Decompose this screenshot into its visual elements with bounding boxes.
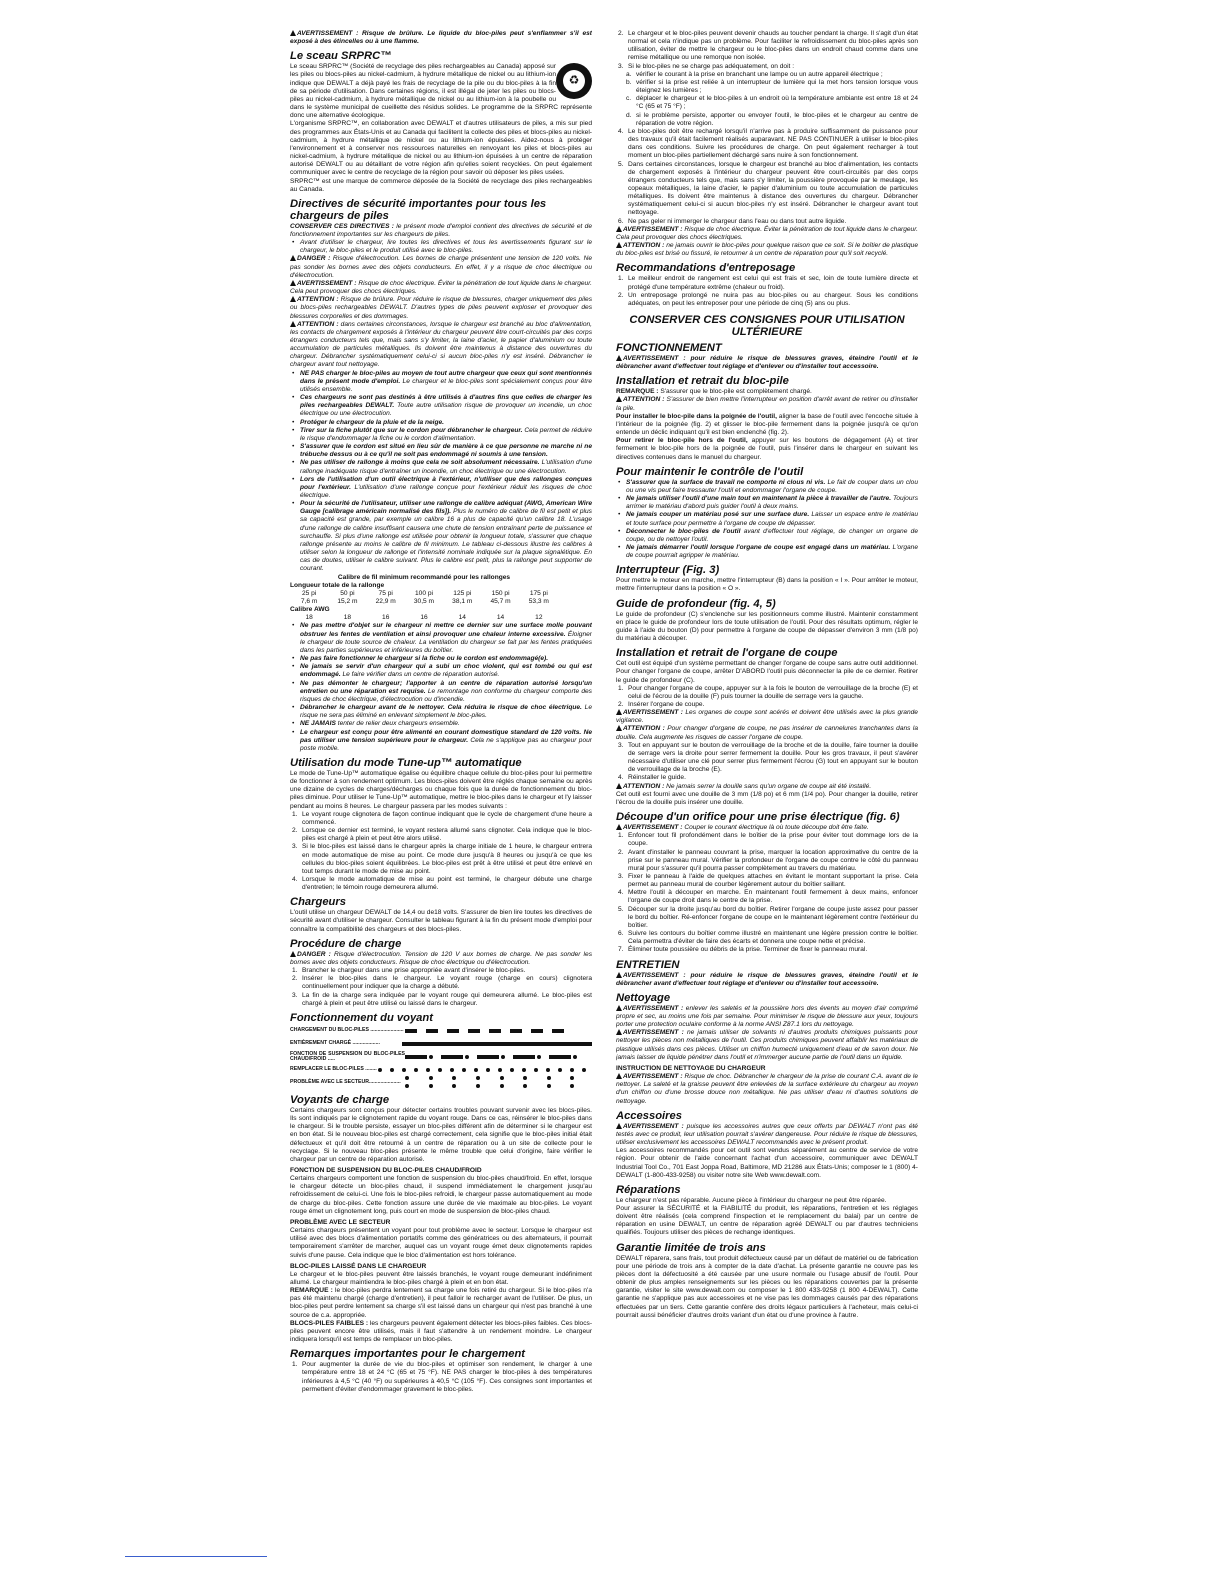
- list-item: 2. Le chargeur et le bloc-piles peuvent devenir chauds au toucher pendant la charge. Il s'agit d'un état normal et cela n'indique pas un problème. Pour faciliter le refroidissement du bloc-piles après son utilisation, éviter de mettre le chargeur ou le bloc-piles dans un endroit chaud comme dans une remise métallique ou une remorque non isolée.: [618, 30, 918, 62]
- right-column: [616, 30, 918, 1560]
- gauge-length-label: Longueur totale de la rallonge: [290, 581, 385, 589]
- led-row-charged: ENTIÈREMENT CHARGÉ ...................: [290, 1038, 592, 1051]
- keep-directives: CONSERVER CES DIRECTIVES : le présent mode d'emploi contient des directives de sécurité et de fonctionnement importantes sur les chargeurs de piles.: [290, 222, 592, 238]
- list-item: 3. La fin de la charge sera indiquée par le voyant rouge qui demeurera allumé. Le bloc-piles est chargé à plein et peut être utilisé ou laissé dans le chargeur.: [292, 991, 592, 1007]
- list-item: 7. Éliminer toute poussière ou débris de la prise. Terminer de fixer le panneau mural.: [618, 946, 868, 954]
- warning-triangle-icon: [616, 824, 622, 830]
- list-item: 2. Insérer le bloc-piles dans le chargeur. Le voyant rouge (charge en cours) clignotera continuellement pour indiquer que la charge a débuté.: [292, 975, 592, 991]
- list-item: 4. Réinstaller le guide.: [618, 774, 686, 782]
- hot-cold-heading: FONCTION DE SUSPENSION DU BLOC-PILES CHAUD/FROID: [290, 1166, 482, 1174]
- power-off-warning: AVERTISSEMENT : Couper le courant électrique là où toute découpe doit être faite.: [616, 824, 918, 832]
- read-before-use: • Avant d'utiliser le chargeur, lire toutes les directives et tous les avertissements figurant sur le chargeur, le bloc-piles et le produit utilisé avec le bloc-piles.: [290, 239, 592, 255]
- chargers-heading: Chargeurs: [290, 896, 346, 909]
- warning-triangle-icon: [290, 951, 296, 957]
- list-item: 1. Enfoncer tout fil profondément dans le boîtier de la prise pour éviter tout dommage lors de la coupe.: [618, 832, 918, 848]
- outlet-cutout-heading: Découpe d'un orifice pour une prise électrique (fig. 6): [616, 811, 900, 824]
- warning-triangle-icon: [616, 1073, 622, 1079]
- safety-bullet: • Débrancher le chargeur avant de le nettoyer. Cela réduira le risque de choc électrique. Le risque ne sera pas éliminé en enlevant simplement le bloc-piles.: [290, 704, 592, 720]
- led-row-line-problem: PROBLÈME AVEC LE SECTEUR......................: [290, 1077, 592, 1090]
- left-in-charger-paragraph: Le chargeur et le bloc-piles peuvent être laissés branchés, le voyant rouge demeurant indéfiniment allumé. Le chargeur maintiendra le bloc-piles chargé à plein et en bon état.: [290, 1270, 592, 1286]
- flute-caution: ATTENTION : Pour changer d'organe de coupe, ne pas insérer de cannelures tranchantes dans la douille. Cela augmente les risques de casser l'organe de coupe.: [616, 725, 918, 741]
- warning-triangle-icon: [290, 30, 296, 36]
- caution-open-pack: ATTENTION : ne jamais ouvrir le bloc-piles pour quelque raison que ce soit. Si le boîtier de plastique du bloc-piles est brisé ou fissuré, le retourner à un centre de réparation pour qu'il soit recyclé.: [616, 242, 918, 258]
- safety-bullet: • Le chargeur est conçu pour être alimenté en courant domestique standard de 120 volts. Ne pas utiliser une tension supérieure pour le chargeur. Cela ne s'applique pas au chargeur pour poste mobile.: [290, 729, 592, 753]
- safety-directives-heading: Directives de sécurité importantes pour tous les chargeurs de piles: [290, 197, 547, 222]
- control-bullet: • Ne jamais démarrer l'outil lorsque l'organe de coupe est engagé dans un matériau. L'organe de coupe pourrait agripper le matériau.: [616, 544, 918, 560]
- list-item: 1. Brancher le chargeur dans une prise appropriée avant d'insérer le bloc-piles.: [292, 967, 526, 975]
- line-problem-heading: PROBLÈME AVEC LE SECTEUR: [290, 1218, 391, 1226]
- safety-bullet: • Ne pas démonter le chargeur; l'apporter à un centre de réparation autorisé lorsqu'un entretien ou une réparation est requise. Le remontage non conforme du chargeur comporte des risques de choc électrique, d'électrocution ou d'incendie.: [290, 680, 592, 704]
- gauge-table-caption: Calibre de fil minimum recommandé pour les rallonges: [337, 573, 511, 581]
- note-paragraph: REMARQUE : le bloc-piles perdra lentement sa charge une fois retiré du chargeur. Si le bloc-piles n'a pas été maintenu chargé (charge d'entretien), il peut falloir le recharger avant de l'utiliser. De plus, un bloc-piles peut perdre lentement sa charge s'il est laissé dans un chargeur qui n'est pas branché à une source de c.a. appropriée.: [290, 1287, 592, 1319]
- charge-indicators-heading: Voyants de charge: [290, 1093, 390, 1106]
- repairs-paragraph-1: Le chargeur n'est pas réparable. Aucune pièce à l'intérieur du chargeur ne peut être réparée.: [616, 1196, 887, 1204]
- safety-bullet: • S'assurer que le cordon est situé en lieu sûr de manière à ce que personne ne marche ni ne trébuche dessus ou à ce qu'il ne soit pas endommagé ni soumis à une tension.: [290, 443, 592, 459]
- list-item: 4. Lorsque le mode automatique de mise au point est terminé, le chargeur débute une charge d'entretien; le témoin rouge demeurera allumé.: [292, 876, 592, 892]
- warning-triangle-icon: [290, 255, 296, 261]
- footer-rule: [125, 1556, 267, 1557]
- save-instructions-heading: CONSERVER CES CONSIGNES POUR UTILISATION ULTÉRIEURE: [629, 314, 905, 338]
- left-column: [290, 30, 592, 1560]
- switch-paragraph: Pour mettre le moteur en marche, mettre l'interrupteur (B) dans la position « I ». Pour arrêter le moteur, mettre l'interrupteur dans la position « O ».: [616, 577, 918, 593]
- warranty-heading: Garantie limitée de trois ans: [616, 1241, 766, 1254]
- repairs-heading: Réparations: [616, 1183, 681, 1196]
- operation-heading: FONCTIONNEMENT: [616, 342, 722, 354]
- warning-triangle-icon: [616, 355, 622, 361]
- list-item: 4. Le bloc-piles doit être rechargé lorsqu'il n'arrive pas à produire suffisamment de puissance pour des travaux qu'il était facilement réalisés auparavant. NE PAS CONTINUER à utiliser le bloc-piles dans ces conditions. Suivre les procédures de charge. On peut également recharger à tout moment un bloc-piles partiellement déchargé sans nuire à son fonctionnement.: [618, 127, 918, 160]
- warning-triangle-icon: [290, 280, 296, 286]
- list-item: 1. Pour changer l'organe de coupe, appuyer sur à la fois le bouton de verrouillage de la broche (E) et celui de l'écrou de la douille (F) puis tourner la douille de serrage vers la gauche.: [618, 684, 918, 700]
- shock-warning: AVERTISSEMENT : Risque de choc électrique. Éviter la pénétration de tout liquide dans le chargeur. Cela peut provoquer des chocs électriques.: [290, 279, 592, 296]
- tune-up-paragraph: Le mode de Tune-Up™ automatique égalise ou équilibre chaque cellule du bloc-piles pour lui permettre de fonctionner à son rendement optimum. Les blocs-piles doivent être réglés chaque semaine ou après une dizaine de cycles de charges/décharges ou chaque fois que la durée de fonctionnement du bloc-piles diminue. Pour utiliser le Tune-Up™ automatique, mettre le bloc-piles dans le chargeur et l'y laisser pendant au moins 8 heures. Le chargeur passera par les modes suivants :: [290, 769, 592, 810]
- tool-control-heading: Pour maintenir le contrôle de l'outil: [616, 465, 804, 478]
- warranty-paragraph: DEWALT réparera, sans frais, tout produit défectueux causé par un défaut de matériel ou de fabrication pour une période de trois ans à compter de la date d'achat. La présente garantie ne couvre pas les pièces dont la défectuosité a été causée par une usure normale ou l'usage abusif de l'outil. Pour obtenir de plus amples renseignements sur les pièces ou les réparations couvertes par la présente garantie, visiter le site www.dewalt.com ou composer le 1 800 433-9258 (1 800 4-DEWALT). Cette garantie ne s'applique pas aux accessoires et ne vise pas les dommages causés par des réparations effectuées par un tiers. Cette garantie confère des droits légaux particuliers à l'acheteur, mais celui-ci pourrait aussi bénéficier d'autres droits variant d'un état ou d'une province à l'autre.: [616, 1254, 918, 1319]
- list-item: d. si le problème persiste, apporter ou envoyer l'outil, le bloc-piles et le chargeur au centre de réparation de votre région.: [626, 111, 918, 127]
- warning-triangle-icon: [616, 725, 622, 731]
- led-row-charging: CHARGEMENT DU BLOC-PILES .......................: [290, 1025, 592, 1038]
- battery-install-heading: Installation et retrait du bloc-pile: [616, 375, 789, 388]
- line-problem-paragraph: Certains chargeurs présentent un voyant pour tout problème avec le secteur. Lorsque le chargeur est utilisé avec des blocs d'alimentation portatifs comme des génératrices ou des alternateurs, il pourrait temporairement s'arrêter de marcher, auquel cas un voyant rouge émet deux clignotements rapides suivis d'une pause. Cela indique que le bloc d'alimentation est hors tolérance.: [290, 1227, 592, 1259]
- gauge-row-awg: 18 18 16 16 14 14 12: [305, 614, 543, 622]
- cleaning-warning-2: AVERTISSEMENT : ne jamais utiliser de solvants ni d'autres produits chimiques puissants pour nettoyer les pièces non métalliques de l'outil. Ces produits chimiques peuvent affaiblir les matériaux de plastique utilisés dans ces pièces. Utiliser un chiffon humecté uniquement d'eau et de savon doux. Ne jamais laisser de liquide pénétrer dans l'outil et n'immerger aucune partie de l'outil dans un liquide.: [616, 1029, 918, 1061]
- srprc-paragraph-3: SRPRC™ est une marque de commerce déposée de la Société de recyclage des piles rechargeables au Canada.: [290, 177, 592, 193]
- battery-note: REMARQUE : S'assurer que le bloc-pile est complètement chargé.: [616, 388, 812, 396]
- gauge-row-meters: 7,6 m 15,2 m 22,9 m 30,5 m 38,1 m 45,7 m 53,3 m: [300, 598, 549, 605]
- cutter-install-paragraph: Cet outil est équipé d'un système permettant de changer l'organe de coupe sans autre outil additionnel. Pour changer l'organe de coupe, arrêter D'ABORD l'outil puis déconnecter la pile de ce dernier. Retirer le guide de profondeur (C).: [616, 660, 918, 684]
- indicator-heading: Fonctionnement du voyant: [290, 1011, 433, 1024]
- recycle-seal-icon: ♻: [556, 63, 592, 99]
- depth-guide-heading: Guide de profondeur (fig. 4, 5): [616, 597, 776, 610]
- cleaning-warning-1: AVERTISSEMENT : enlever les saletés et la poussière hors des évents au moyen d'air comprimé propre et sec, au moins une fois par semaine. Pour minimiser le risque de blessure aux yeux, toujours porter une protection oculaire conforme à la norme ANSI Z87.1 lors du nettoyage.: [616, 1004, 918, 1029]
- safety-bullet: • Ces chargeurs ne sont pas destinés à être utilisés à d'autres fins que celles de charger les piles rechargeables DEWALT. Toute autre utilisation risque de provoquer un incendie, un choc électrique ou une électrocution.: [290, 394, 592, 418]
- control-bullet: • Déconnecter le bloc-piles de l'outil avant d'effectuer tout réglage, de changer un organe de coupe, ou de nettoyer l'outil.: [616, 528, 918, 544]
- safety-bullet: • NE PAS charger le bloc-piles au moyen de tout autre chargeur que ceux qui sont mentionnés dans le présent mode d'emploi. Le chargeur et le bloc-piles sont spécialement conçus pour être utilisés ensemble.: [290, 370, 592, 394]
- list-item: 2. Un entreposage prolongé ne nuira pas au bloc-piles ou au chargeur. Sous les conditions adéquates, on peut les entreposer pour une période de cinq (5) ans ou plus.: [618, 291, 918, 307]
- remove-paragraph: Pour retirer le bloc-pile hors de l'outil, appuyer sur les boutons de dégagement (A) et tirer fermement le bloc-pile hors de la poignée de l'outil, puis l'insérer dans le chargeur en suivant les directives contenues dans le manuel du chargeur.: [616, 437, 918, 461]
- caution-contacts: ATTENTION : dans certaines circonstances, lorsque le chargeur est branché au bloc d'alimentation, les contacts de chargement exposés à l'intérieur du chargeur peuvent être court-circuités par des corps étrangers conducteurs tels que, mais sans s'y limiter, la laine d'acier, le papier d'aluminium ou toute accumulation de particules métalliques. Ils doivent être maintenus à distance des ouvertures du chargeur. Débrancher systématiquement celui-ci si aucun bloc-piles n'y est inséré. Débrancher le chargeur avant tout nettoyage.: [290, 320, 592, 369]
- warning-triangle-icon: [616, 242, 622, 248]
- chargers-paragraph: L'outil utilise un chargeur DEWALT de 14,4 ou de18 volts. S'assurer de bien lire toutes les directives de sécurité avant d'utiliser le chargeur. Consulter le tableau figurant à la fin du présent mode d'emploi pour connaître la compatibilité des chargeurs et des blocs-piles.: [290, 909, 592, 933]
- list-item: 4. Mettre l'outil à découper en marche. En maintenant l'outil fermement à deux mains, enfoncer l'organe de coupe droit dans le centre de la prise.: [618, 889, 918, 905]
- list-item: 3. Si le bloc-piles est laissé dans le chargeur après la charge initiale de 1 heure, le chargeur entrera en mode automatique de mise au point. Ce mode dure jusqu'à 8 heures ou jusqu'à ce que les cellules du bloc-piles soient équilibrées. Le bloc-piles est prêt à être utilisé et peut être enlevé en tout temps durant le mode de mise au point.: [292, 843, 592, 875]
- list-item: 6. Suivre les contours du boîtier comme illustré en maintenant une légère pression contre le boîtier. Cela permettra d'éviter de faire des écarts et donnera une coupe nette et précise.: [618, 930, 918, 946]
- list-item: 2. Avant d'installer le panneau couvrant la prise, marquer la location approximative du centre de la prise sur le panneau mural. Vérifier la profondeur de l'organe de coupe contre le côté du panneau mural pour s'assurer qu'il pourra passer complètement au travers du matériau.: [618, 848, 918, 872]
- list-item: 1. Pour augmenter la durée de vie du bloc-piles et optimiser son rendement, le charger à une température entre 18 et 24 °C (65 et 75 °F). NE PAS charger le bloc-piles à des températures inférieures à 4,5 °C (40 °F) ou supérieures à 40,5 °C (105 °F). Ces consignes sont importantes et permettent d'éviter d'endommager gravement le bloc-piles.: [292, 1361, 592, 1393]
- sharp-cutter-warning: AVERTISSEMENT : Les organes de coupe sont acérés et doivent être utilisés avec la plus grande vigilance.: [616, 709, 918, 725]
- warning-triangle-icon: [616, 1005, 622, 1011]
- warning-triangle-icon: [616, 1029, 622, 1035]
- list-item: 3. Tout en appuyant sur le bouton de verrouillage de la broche et de la douille, faire tourner la douille de serrage vers la droite pour serrer fermement la douille. Pour les gros travaux, il peut s'avérer nécessaire d'utiliser une clé pour serrer plus fermement l'écrou (G) tout en appuyant sur le bouton de verrouillage de la broche (E).: [618, 741, 918, 774]
- collet-paragraph: Cet outil est fourni avec une douille de 3 mm (1/8 po) et 6 mm (1/4 po). Pour changer la douille, retirer l'écrou de la douille puis insérer une douille.: [616, 790, 918, 806]
- list-item: 1. Le voyant rouge clignotera de façon continue indiquant que le cycle de chargement d'une heure a commencé.: [292, 810, 592, 826]
- control-bullet: • Ne jamais couper un matériau posé sur une surface dure. Laisser un espace entre le matériau et toute surface pour permettre à l'organe de coupe de dépasser.: [616, 511, 918, 527]
- warning-triangle-icon: [290, 321, 296, 327]
- operation-warning: AVERTISSEMENT : pour réduire le risque de blessures graves, éteindre l'outil et le débrancher avant d'effectuer tout réglage et d'enlever ou d'installer tout accessoire.: [616, 355, 918, 371]
- charger-cleaning-heading: INSTRUCTION DE NETTOYAGE DU CHARGEUR: [616, 1064, 766, 1072]
- list-item: 3. Si le bloc-piles ne se charge pas adéquatement, on doit :: [618, 62, 795, 70]
- danger-warning: DANGER : Risque d'électrocution. Les bornes de charge présentent une tension de 120 volts. Ne pas sonder les bornes avec des objets conducteurs. En effet, il y a risque de choc électrique ou d'électrocution.: [290, 255, 592, 279]
- left-in-charger-heading: BLOC-PILES LAISSÉ DANS LE CHARGEUR: [290, 1262, 427, 1270]
- accessories-heading: Accessoires: [616, 1109, 682, 1122]
- warning-triangle-icon: [290, 296, 296, 302]
- tune-up-heading: Utilisation du mode Tune-up™ automatique: [290, 756, 522, 769]
- safety-bullet: • Ne pas utiliser de rallonge à moins que cela ne soit absolument nécessaire. L'utilisation d'une rallonge inadéquate risque d'entraîner un incendie, un choc électrique ou une électrocution.: [290, 459, 592, 475]
- list-item: b. vérifier si la prise est reliée à un interrupteur de lumière qui la met hors tension lorsque vous éteignez les lumières ;: [626, 78, 918, 95]
- cutter-install-heading: Installation et retrait de l'organe de coupe: [616, 647, 838, 660]
- switch-heading: Interrupteur (Fig. 3): [616, 564, 720, 577]
- weak-packs-paragraph: BLOCS-PILES FAIBLES : les chargeurs peuvent également détecter les blocs-piles faibles. Ces blocs-piles peuvent encore être utilisés, mais il faut s'attendre à un rendement moindre. Le chargeur indiquera lorsqu'il est temps de remplacer un bloc-piles.: [290, 1319, 592, 1344]
- safety-bullet: • Pour la sécurité de l'utilisateur, utiliser une rallonge de calibre adéquat (AWG, American Wire Gauge [calibrage américain normalisé des fils]). Plus le numéro de calibre de fil est petit et plus sa capacité est grande, par exemple un calibre 16 a plus de capacité qu'un calibre 18. L'usage d'une rallonge de calibre insuffisant causera une chute de tension entraînant perte de puissance et surchauffe. Si plus d'une rallonge est utilisée pour obtenir la longueur totale, s'assurer que chaque rallonge présente au moins le calibre de fil minimum. Le tableau ci-dessous illustre les calibres à utiliser selon la longueur de rallonge et l'intensité nominale indiquée sur la plaque signalétique. En cas de doutes, utiliser le calibre suivant. Plus le calibre est petit, plus la rallonge peut supporter de courant.: [290, 500, 592, 573]
- led-row-hot-cold: FONCTION DE SUSPENSION DU BLOC-PILES CHAUD/FROID .....: [290, 1051, 592, 1064]
- list-item: c. déplacer le chargeur et le bloc-piles à un endroit où la température ambiante est entre 18 et 24 °C (65 et 75 °F) ;: [626, 95, 918, 111]
- safety-bullet: • Ne jamais se servir d'un chargeur qui a subi un choc violent, qui est tombé ou qui est endommagé. Le faire vérifier dans un centre de réparation autorisé.: [290, 663, 592, 679]
- list-item: 1. Le meilleur endroit de rangement est celui qui est frais et sec, loin de toute lumière directe et protégé d'une température extrême (chaleur ou froid).: [618, 275, 918, 291]
- control-bullet: • S'assurer que la surface de travail ne comporte ni clous ni vis. Le fait de couper dans un clou ou une vis peut faire tressauter l'outil et endommager l'organe de coupe.: [616, 479, 918, 495]
- maintenance-heading: ENTRETIEN: [616, 958, 680, 971]
- storage-heading: Recommandations d'entreposage: [616, 262, 796, 275]
- led-row-replace: REMPLACER LE BLOC-PILES ........: [290, 1064, 592, 1077]
- warning-triangle-icon: [616, 783, 622, 789]
- charger-cleaning-warning: AVERTISSEMENT : Risque de choc. Débrancher le chargeur de la prise de courant C.A. avant de le nettoyer. La saleté et la graisse peuvent être enlevées de la surface extérieure du chargeur au moyen d'un chiffon ou d'une brosse douce non métallique. Ne pas utiliser d'eau ni d'autres solutions de nettoyage.: [616, 1073, 918, 1105]
- gauge-row-feet: 25 pi 50 pi 75 pi 100 pi 125 pi 150 pi 175 pi: [301, 589, 548, 597]
- list-item: 5. Dans certaines circonstances, lorsque le chargeur est branché au bloc d'alimentation, les contacts de chargement exposés à l'intérieur du chargeur peuvent être court-circuités par des corps étrangers conducteurs tels que, mais sans s'y limiter, la poussière provoquée par le meulage, les copeaux métalliques, la laine d'acier, le papier d'aluminium ou toute accumulation de particules métalliques. Ils doivent être maintenus à distance des ouvertures du chargeur. Débrancher systématiquement celui-ci si aucun bloc-piles n'y est inséré. Débrancher le chargeur avant tout nettoyage.: [618, 160, 918, 217]
- accessories-paragraph: Les accessoires recommandés pour cet outil sont vendus séparément au centre de service de votre région. Pour obtenir de l'aide concernant l'achat d'un accessoire, communiquer avec DEWALT Industrial Tool Co., 701 East Joppa Road, Baltimore, MD 21286 aux États-Unis; composer le 1 (800) 4-DEWALT (1-800-433-9258) ou visiter notre site Web www.dewalt.com.: [616, 1147, 918, 1179]
- safety-bullet: • Protéger le chargeur de la pluie et de la neige.: [290, 419, 592, 427]
- install-paragraph: Pour installer le bloc-pile dans la poignée de l'outil, aligner la base de l'outil avec l'encoche située à l'intérieur de la poignée (fig. 2) et glisser le bloc-pile fermement dans la poignée jusqu'à ce qu'on entende un déclic indiquant qu'il est bien enclenché (fig. 2).: [616, 412, 918, 437]
- list-item: 6. Ne pas geler ni immerger le chargeur dans l'eau ou dans tout autre liquide.: [618, 217, 847, 225]
- repairs-paragraph-2: Pour assurer la SÉCURITÉ et la FIABILITÉ du produit, les réparations, l'entretien et les réglages doivent être réalisés (cela comprend l'inspection et le remplacement du balai) par un centre de réparation en usine DEWALT, un centre de réparation agréé DEWALT ou par d'autres techniciens qualifiés. Toujours utiliser des pièces de rechange identiques.: [616, 1204, 918, 1237]
- charge-indicators-paragraph: Certains chargeurs sont conçus pour détecter certains troubles pouvant survenir avec les blocs-piles. Ils sont indiqués par le clignotement rapide du voyant rouge. Dans ce cas, réinsérer le bloc-piles dans le chargeur. Si le trouble persiste, essayer un bloc-piles différent afin de déterminer si le chargeur est en bon état. Si le nouveau bloc-piles est chargé correctement, cela signifie que le bloc-piles initial était défectueux et qu'il doit être retourné à un centre de réparation ou à un site de collecte pour le recyclage. Si le nouveau bloc-piles présente le même trouble que celui d'origine, faire vérifier le chargeur par un centre de réparation autorisé.: [290, 1106, 592, 1163]
- switch-caution: ATTENTION : S'assurer de bien mettre l'interrupteur en position d'arrêt avant de retirer ou d'installer la pile.: [616, 396, 918, 412]
- srprc-heading: Le sceau SRPRC™: [290, 50, 392, 63]
- control-bullet: • Ne jamais utiliser l'outil d'une main tout en maintenant la pièce à travailler de l'autre. Toujours arrimer le matériau d'abord puis guider l'outil à deux mains.: [616, 495, 918, 511]
- gauge-awg-label: Calibre AWG: [290, 606, 330, 614]
- burn-warning: AVERTISSEMENT : Risque de brûlure. Le liquide du bloc-piles peut s'enflammer s'il est exposé à des étincelles ou à une flamme.: [290, 30, 592, 46]
- list-item: a. vérifier le courant à la prise en branchant une lampe ou un autre appareil électrique ;: [626, 70, 883, 78]
- warning-triangle-icon: [616, 972, 622, 978]
- warning-triangle-icon: [616, 226, 622, 232]
- srprc-paragraph-1: Le sceau SRPRC™ (Société de recyclage des piles rechargeables au Canada) apposé sur les piles ou blocs-piles au nickel-cadmium, à hydrure métallique de nickel ou au lithium-ion indique que DEWALT a déjà payé les frais de recyclage de la pile ou du bloc-piles à la fin de sa période d'utilisation. Dans certaines régions, il est illégal de jeter les piles ou blocs-piles au nickel-cadmium, à hydrure métallique de nickel ou au lithium-ion à la poubelle ou dans le système municipal de cueillette des résidus solides. Le programme de la SRPRC représente donc une alternative écologique.: [290, 63, 592, 120]
- safety-bullet: • Ne pas faire fonctionner le chargeur si la fiche ou le cordon est endommagé(e).: [290, 655, 592, 663]
- list-item: 2. Insérer l'organe de coupe.: [618, 701, 705, 708]
- maintenance-warning: AVERTISSEMENT : pour réduire le risque de blessures graves, éteindre l'outil et le débrancher avant d'effectuer tout réglage et d'enlever ou d'installer tout accessoire.: [616, 971, 918, 987]
- srprc-paragraph-2: L'organisme SRPRC™, en collaboration avec DEWALT et d'autres utilisateurs de piles, a mis sur pied des programmes aux États-Unis et au Canada qui facilitent la collecte des piles et blocs-piles au nickel-cadmium, à hydrure métallique de nickel ou au lithium-ion épuisées. Aidez-nous à protéger l'environnement et à conserver nos ressources naturelles en renvoyant les piles et blocs-piles au nickel-cadmium, à hydrure métallique de nickel ou au lithium-ion épuisées à un centre de réparation autorisé DEWALT ou au détaillant de votre région afin qu'elles soient recyclées. On peut également communiquer avec le centre de recyclage de la région pour savoir où déposer les piles usées.: [290, 120, 592, 177]
- list-item: 2. Lorsque ce dernier est terminé, le voyant restera allumé sans clignoter. Cela indique que le bloc-piles est chargé à plein et peut être alors utilisé.: [292, 827, 592, 843]
- safety-bullet: • Ne pas mettre d'objet sur le chargeur ni mettre ce dernier sur une surface molle pouvant obstruer les fentes de ventilation et ainsi provoquer une chaleur interne excessive. Éloigner le chargeur de toute source de chaleur. La ventilation du chargeur se fait par les fentes pratiquées dans les parties supérieures et inférieures du boîtier.: [290, 622, 592, 655]
- cleaning-heading: Nettoyage: [616, 991, 671, 1004]
- charging-notes-heading: Remarques importantes pour le chargement: [290, 1348, 525, 1361]
- warning-triangle-icon: [616, 709, 622, 715]
- charge-procedure-heading: Procédure de charge: [290, 937, 402, 950]
- list-item: 5. Découper sur la droite jusqu'au bord du boîtier. Retirer l'organe de coupe juste assez pour passer le bord du boîtier. Ré-enfoncer l'organe de coupe en le maintenant légèrement contre l'extérieur du boîtier.: [618, 905, 918, 929]
- safety-bullet: • Tirer sur la fiche plutôt que sur le cordon pour débrancher le chargeur. Cela permet de réduire le risque d'endommager la fiche ou le cordon d'alimentation.: [290, 427, 592, 443]
- extension-cord-gauge-table: [290, 574, 558, 623]
- collet-caution: ATTENTION : Ne jamais serrer la douille sans qu'un organe de coupe ait été installé.: [616, 783, 918, 791]
- shock-warning-2: AVERTISSEMENT : Risque de choc électrique. Éviter la pénétration de tout liquide dans le chargeur. Cela peut provoquer des chocs électriques.: [616, 225, 918, 241]
- warning-triangle-icon: [616, 1123, 622, 1129]
- hot-cold-paragraph: Certains chargeurs comportent une fonction de suspension du bloc-piles chaud/froid. En effet, lorsque le chargeur détecte un bloc-piles chaud, il suspend immédiatement le chargement jusqu'au refroidissement de celui-ci. Une fois le bloc-piles refroidi, le chargeur passe automatiquement au mode de charge du bloc-piles. Cette fonction assure une durée de vie maximale au bloc-piles. Le voyant rouge émet un clignotement long, puis court en mode de suspension de bloc-piles chaud.: [290, 1175, 592, 1215]
- safety-bullet: • NE JAMAIS tenter de relier deux chargeurs ensemble.: [290, 720, 592, 728]
- indicator-light-chart: [290, 1025, 592, 1090]
- danger-warning-2: DANGER : Risque d'électrocution. Tension de 120 V aux bornes de charge. Ne pas sonder les bornes avec des objets conducteurs. Risque de choc électrique ou d'électrocution.: [290, 950, 592, 966]
- accessories-warning: AVERTISSEMENT : puisque les accessoires autres que ceux offerts par DEWALT n'ont pas été testés avec ce produit, leur utilisation pourrait s'avérer dangereuse. Pour réduire le risque de blessures, utiliser exclusivement les accessoires DEWALT recommandés avec le présent produit.: [616, 1122, 918, 1147]
- depth-guide-paragraph: Le guide de profondeur (C) s'enclenche sur les positionneurs comme illustré. Maintenir constamment en place le guide de profondeur lors de toute utilisation de l'outil. Pour des résultats optimum, régler le guide à l'aide du bouton (D) pour permettre à l'organe de coupe de dépasser d'environ 3 mm (1/8 po) du matériau à découper.: [616, 610, 918, 643]
- caution-burn: ATTENTION : Risque de brûlure. Pour réduire le risque de blessures, charger uniquement des piles ou blocs-piles rechargeables DEWALT. D'autres types de piles peuvent exploser et provoquer des blessures corporelles et des dommages.: [290, 296, 592, 320]
- warning-triangle-icon: [616, 396, 622, 402]
- safety-bullet: • Lors de l'utilisation d'un outil électrique à l'extérieur, n'utiliser que des rallonges conçues pour l'extérieur. L'utilisation d'une rallonge conçue pour l'extérieur réduit les risques de choc électrique.: [290, 476, 592, 500]
- list-item: 3. Fixer le panneau à l'aide de quelques attaches en évitant le montant supportant la prise. Cela permet au panneau mural de courber légèrement autour du boîtier saillant.: [618, 872, 918, 889]
